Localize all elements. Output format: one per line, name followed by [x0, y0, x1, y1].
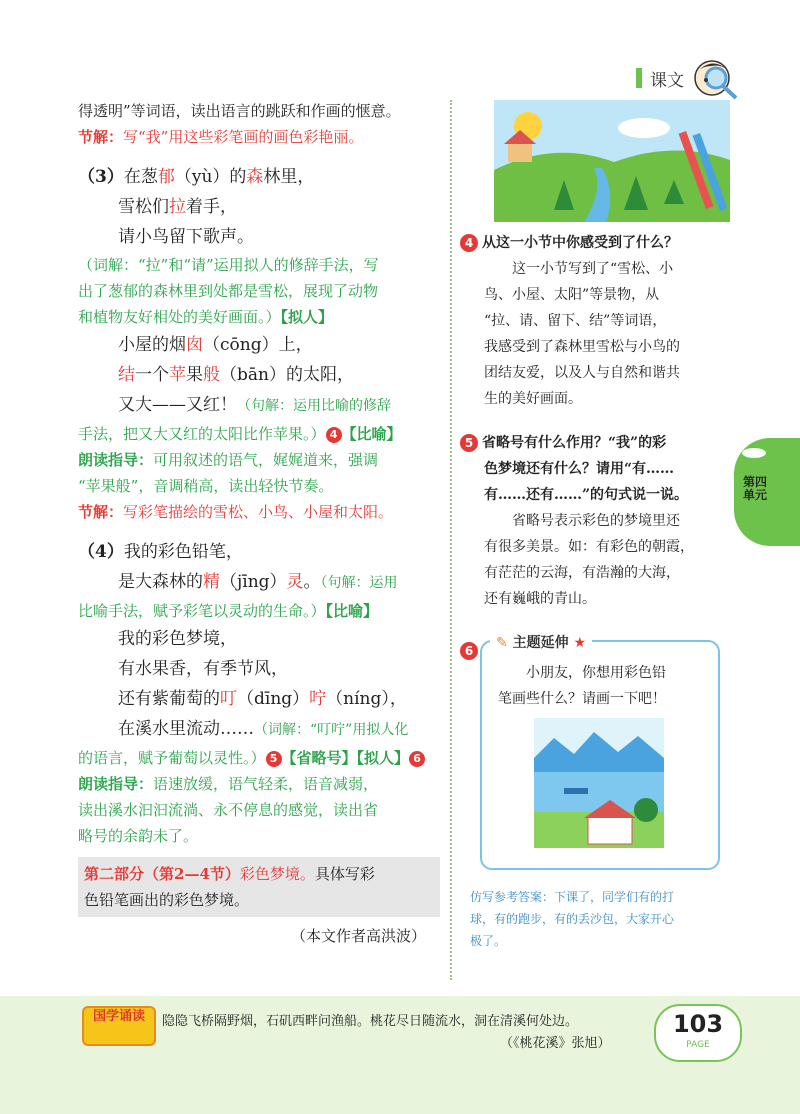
rhetoric-tag: 【比喻】 — [341, 425, 402, 443]
author-credit: （本文作者高洪波） — [290, 927, 426, 945]
rhetoric-tag: 【拟人】 — [280, 308, 334, 326]
part-summary-box: 第二部分（第2—4节）彩色梦境。具体写彩 色铅笔画出的彩色梦境。 — [78, 857, 440, 917]
sentence-note: 手法，把又大又红的太阳比作苹果。） 4 【比喻】 — [78, 425, 402, 443]
word-note-2: 的语言，赋予葡萄以灵性。） 5 【省略号】【拟人】 6 — [78, 745, 440, 771]
badge-text: 国学诵读 — [92, 1009, 145, 1024]
question-marker: 4 — [326, 427, 342, 443]
theme-label: ✎ 主题延伸 ★ — [490, 632, 592, 652]
answer-5: 省略号表示彩色的梦境里还 有很多美景。如：有彩色的朝霞， 有茫茫的云海，有浩瀚的大海， 还有巍峨的青山。 — [484, 513, 694, 607]
stanza-number: （4） — [78, 542, 124, 562]
main-text-column — [78, 98, 440, 949]
footer-poem: 隐隐飞桥隔野烟，石矶西畔问渔船。桃花尽日随流水，洞在清溪何处边。 — [162, 1014, 579, 1029]
rhetoric-tag: 【拟人】 — [356, 749, 410, 767]
question-marker: 6 — [409, 751, 425, 767]
reading-guide-2-end: 略号的余韵未了。 — [78, 827, 199, 845]
word-note-cont: 出了葱郁的森林里到处都是雪松，展现了动物 — [78, 282, 379, 300]
section-summary-1 — [78, 124, 440, 150]
reference-answer: 仿写参考答案：下课了，同学们有的打 球，有的跑步，有的丢沙包，大家开心 极了。 — [470, 890, 675, 948]
question-5: 5 省略号有什么作用？“我”的彩 色梦境还有什么？请用“有…… 有……还有……”的句式说一说。 — [460, 430, 740, 508]
question-4-block — [460, 230, 740, 412]
question-6-marker: 6 — [460, 640, 482, 660]
question-4: 4 从这一小节中你感受到了什么？ — [460, 230, 740, 256]
footer-source: （《桃花溪》张旭） — [500, 1036, 611, 1051]
lake-house-drawing — [534, 718, 664, 848]
reading-guide-2-cont: 读出溪水汩汩流淌、永不停息的感觉，读出省 — [78, 801, 379, 819]
question-marker: 5 — [460, 434, 478, 452]
magnifier-boy-icon — [692, 56, 744, 104]
intro-line: 得透明”等词语，读出语言的跳跃和作画的惬意。 — [78, 102, 401, 120]
section-summary-2: 节解：写彩笔描绘的雪松、小鸟、小屋和太阳。 — [78, 503, 394, 521]
reading-guide-cont: “苹果般”，音调稍高，读出轻快节奏。 — [78, 477, 334, 495]
question-marker: 5 — [266, 751, 282, 767]
verse-3-line-1: （3）在葱郁（yù）的森林里， — [78, 167, 315, 187]
tab-eye-icon — [742, 448, 766, 458]
part-label: 第二部分（第2—4节） — [84, 865, 240, 883]
reading-guide-2: 朗读指导：语速放缓，语气轻柔，语音减弱， — [78, 775, 379, 793]
question-5-block — [460, 430, 740, 612]
word-note-end: 和植物友好相处的美好画面。）【拟人】 — [78, 308, 334, 326]
verse-3-line-2: 雪松们拉着手， — [118, 197, 237, 217]
verse-4-line-4: 有水果香，有季节风， — [118, 659, 288, 679]
unit-label: 第四单元 — [742, 475, 767, 502]
verse-4-line-5: 还有紫葡萄的叮（dīng）咛（níng）， — [118, 689, 407, 709]
answer-4: 这一小节写到了“雪松、小 鸟、小屋、太阳”等景物，从 “拉、请、留下、结”等词语， 我感受到了森林里雪松与小鸟的 团结友爱，以及人与自然和谐共 生的美好画面。 — [484, 261, 680, 407]
column-divider — [450, 100, 452, 980]
verse-3-line-3: 请小鸟留下歌声。 — [118, 227, 254, 247]
theme-text: 小朋友，你想用彩色铅 笔画些什么？请画一下吧！ — [498, 665, 666, 707]
jiejie-text: 写“我”用这些彩笔画的画色彩艳丽。 — [123, 128, 364, 146]
verse-4-line-1: （4）我的彩色铅笔， — [78, 542, 243, 562]
verse-4-line-2: 是大森林的精（jīng）灵。（句解：运用 — [118, 572, 398, 592]
section-tag-bar — [636, 68, 642, 88]
pencil-icon: ✎ — [496, 635, 508, 651]
verse-4-line-6: 在溪水里流动……（词解：“叮咛”用拟人化 — [118, 719, 409, 739]
verse-4-line-3: 我的彩色梦境， — [118, 629, 237, 649]
rhetoric-tag: 【省略号】 — [281, 749, 357, 767]
part-summary-cont: 色铅笔画出的彩色梦境。 — [84, 891, 250, 909]
sentence-note-2: 比喻手法，赋予彩笔以灵动的生命。）【比喻】 — [78, 602, 379, 620]
forest-illustration — [494, 100, 730, 222]
reading-guide: 朗读指导：可用叙述的语气，娓娓道来，强调 — [78, 451, 379, 469]
rhetoric-tag: 【比喻】 — [325, 602, 379, 620]
question-marker: 4 — [460, 234, 478, 252]
page-label: PAGE — [686, 1040, 710, 1050]
jiejie-label: 节解： — [78, 128, 124, 146]
page-number: 103 — [672, 1010, 724, 1038]
verse-3-line-4: 小屋的烟囱（cōng）上， — [118, 335, 313, 355]
word-note: （词解：“拉”和“请”运用拟人的修辞手法，写 — [78, 256, 379, 274]
verse-3-line-6: 又大——又红！（句解：运用比喻的修辞 — [118, 395, 391, 415]
verse-3-line-5: 结一个苹果般（bān）的太阳， — [118, 365, 354, 385]
section-label: 课文 — [650, 71, 684, 91]
stanza-number: （3） — [78, 167, 124, 187]
